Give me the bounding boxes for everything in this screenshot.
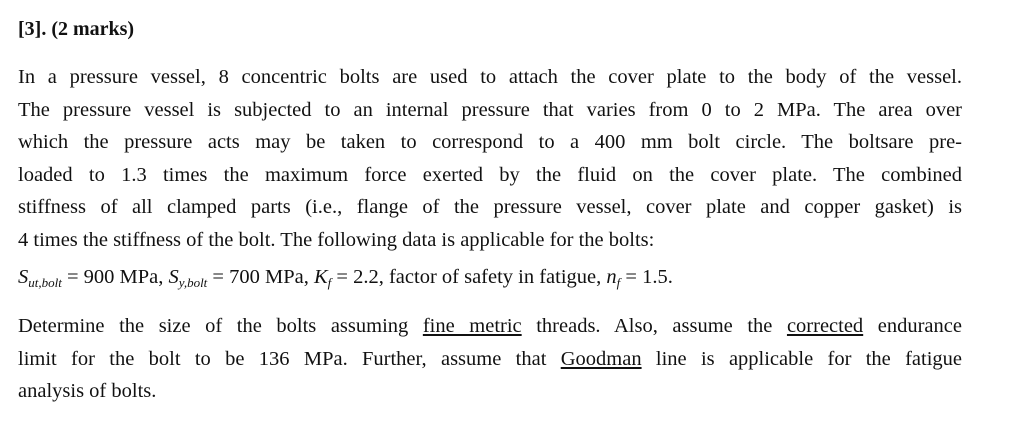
sut-value: = 900 MPa, bbox=[61, 266, 169, 288]
nf-subscript: f bbox=[616, 275, 621, 290]
instruction-text: endurance bbox=[863, 315, 962, 337]
kf-symbol: K bbox=[313, 266, 328, 288]
instruction-text: line is applicable for the fatigue bbox=[641, 347, 962, 370]
kf-subscript: f bbox=[327, 275, 332, 290]
problem-line: 4 times the stiffness of the bolt. The following data is applicable for the bolts: bbox=[18, 228, 655, 251]
instruction-text: Determine the size of the bolts assuming bbox=[18, 315, 423, 337]
sy-subscript: y,bolt bbox=[178, 275, 208, 290]
sy-value: = 700 MPa, bbox=[207, 266, 314, 288]
sut-symbol: S bbox=[18, 266, 29, 288]
problem-line: The pressure vessel is subjected to an internal pressure that varies from 0 to 2 MPa. The area over bbox=[18, 98, 962, 121]
underlined-goodman: Goodman bbox=[560, 347, 642, 370]
problem-line: In a pressure vessel, 8 concentric bolts are used to attach the cover plate to the body of the vessel. bbox=[18, 66, 962, 88]
problem-line: stiffness of all clamped parts (i.e., flange of the pressure vessel, cover plate and copper gasket) is bbox=[18, 196, 962, 218]
bolt-data-line bbox=[18, 262, 962, 292]
underlined-fine-metric: fine metric bbox=[422, 315, 522, 337]
instruction-line bbox=[18, 310, 962, 343]
problem-statement bbox=[18, 61, 962, 256]
instruction-line: analysis of bolts. bbox=[18, 380, 157, 402]
instruction-line bbox=[18, 343, 962, 376]
sut-subscript: ut,bolt bbox=[28, 275, 62, 290]
instruction-text: limit for the bolt to be 136 MPa. Further, assume that bbox=[18, 347, 561, 370]
nf-value: = 1.5. bbox=[620, 266, 673, 288]
question-number-heading: [3]. (2 marks) bbox=[18, 18, 135, 40]
kf-value: = 2.2, factor of safety in fatigue, bbox=[331, 266, 607, 288]
instruction-text: threads. Also, assume the bbox=[521, 315, 787, 337]
problem-line: loaded to 1.3 times the maximum force exerted by the fluid on the cover plate. The combined bbox=[18, 163, 962, 186]
instructions-paragraph bbox=[18, 310, 962, 408]
underlined-corrected: corrected bbox=[786, 315, 864, 337]
nf-symbol: n bbox=[606, 266, 617, 288]
problem-line: which the pressure acts may be taken to correspond to a 400 mm bolt circle. The boltsare pre- bbox=[18, 131, 962, 153]
sy-symbol: S bbox=[168, 266, 179, 288]
